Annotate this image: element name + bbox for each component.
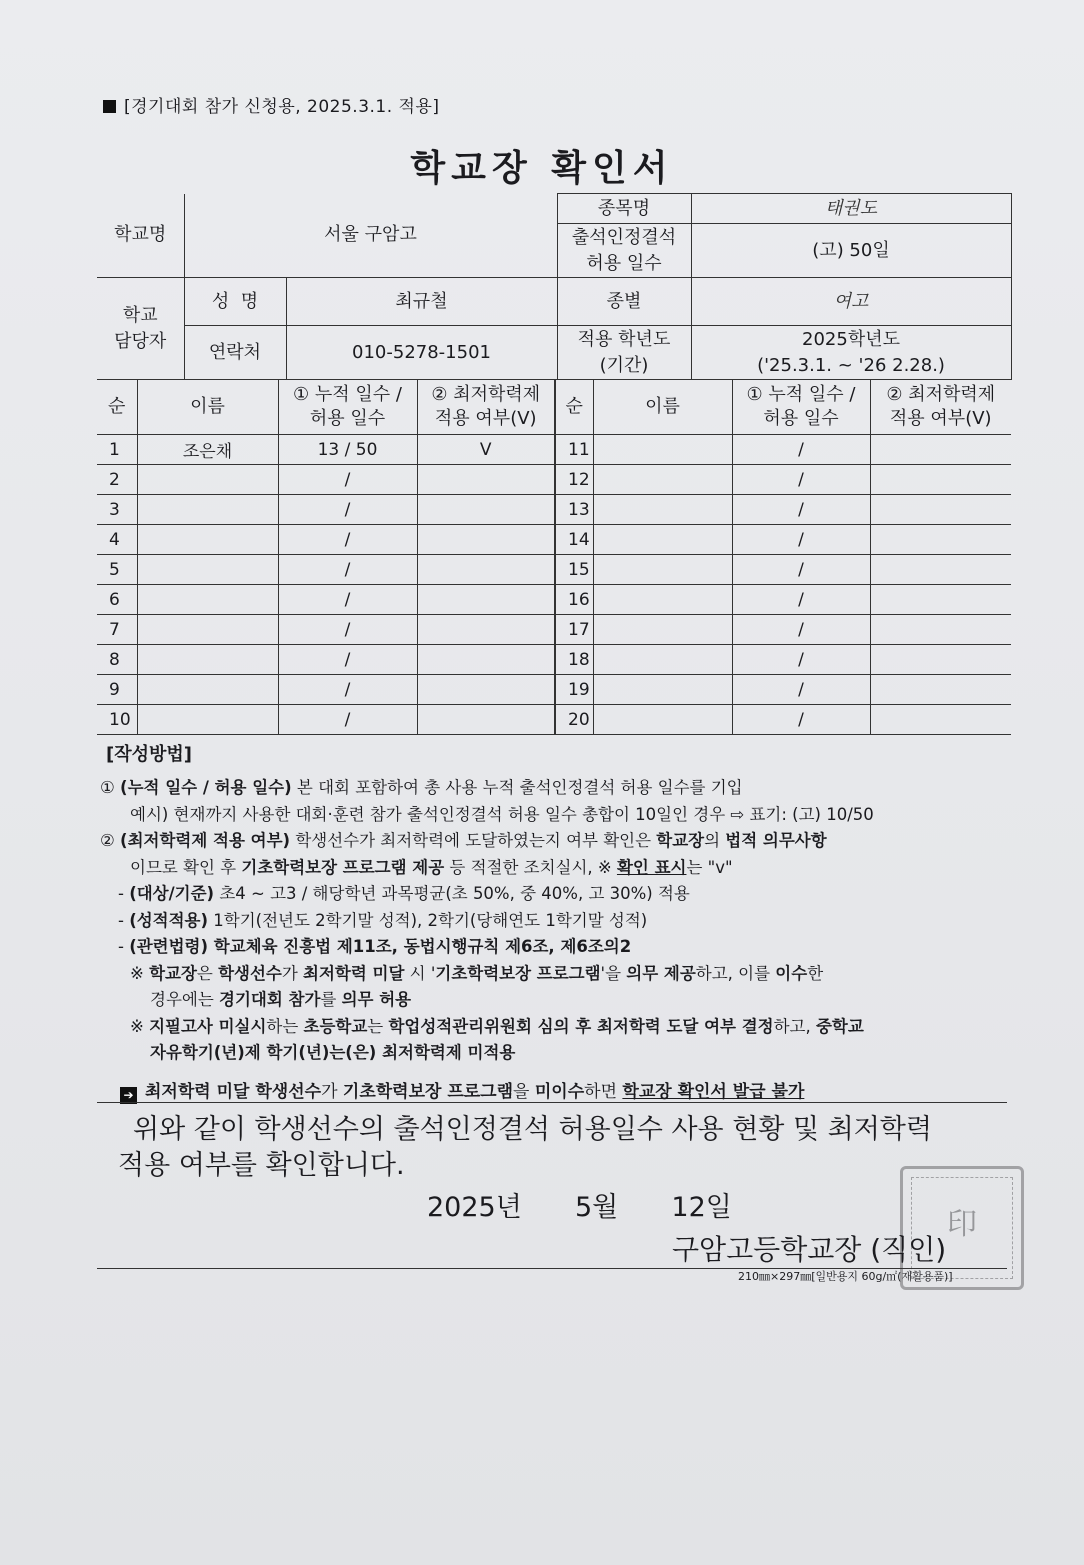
divider	[97, 1102, 1007, 1103]
header-days-right	[732, 380, 870, 435]
note-mark: ※	[130, 963, 150, 983]
student-name	[593, 465, 732, 495]
header-days-line1: ① 누적 일수 /	[746, 384, 856, 405]
text-span: 을	[513, 1082, 535, 1102]
method-instructions	[100, 775, 1020, 1067]
row-number: 7	[97, 615, 137, 645]
student-name	[137, 675, 278, 705]
sport-value: 태권도	[691, 194, 1011, 224]
method-line-1	[100, 775, 1020, 802]
days-used: /	[278, 525, 417, 555]
sport-label: 종목명	[557, 194, 691, 224]
student-name	[137, 705, 278, 735]
seal-glyph: 印	[947, 1207, 977, 1242]
info-table	[97, 193, 1012, 380]
student-name: 조은채	[137, 435, 278, 465]
text-span: 1학기(전년도 2학기말 성적), 2학기(당해연도 1학기말 성적)	[208, 910, 648, 930]
min-academic-check	[417, 525, 555, 555]
table-row	[97, 435, 1011, 465]
row-number: 10	[97, 705, 137, 735]
header-name-left: 이름	[137, 380, 278, 435]
header-days-line2: 허용 일수	[763, 408, 839, 429]
min-academic-check	[870, 615, 1011, 645]
student-name	[137, 495, 278, 525]
name-value: 최규철	[286, 278, 557, 326]
bold-term: (관련법령) 학교체육 진흥법 제11조, 동법시행규칙 제6조, 제6조의2	[129, 937, 632, 956]
row-number: 13	[555, 495, 593, 525]
row-number: 16	[555, 585, 593, 615]
days-used: /	[732, 585, 870, 615]
student-name	[593, 675, 732, 705]
paper-spec: 210㎜×297㎜[일반용지 60g/㎡(재활용품)]	[738, 1270, 953, 1283]
student-name	[137, 555, 278, 585]
bold-term: (누적 일수 / 허용 일수)	[120, 778, 292, 797]
student-name	[593, 495, 732, 525]
student-table	[97, 379, 1011, 735]
days-used: /	[278, 555, 417, 585]
text-span: '을	[600, 963, 627, 983]
min-academic-check	[417, 465, 555, 495]
gender-value: 여고	[691, 278, 1011, 326]
bold-term: 의무 허용	[341, 990, 412, 1009]
text-span: 하고,	[773, 1016, 816, 1036]
text-span: 의	[704, 831, 726, 850]
text-span: 한	[807, 963, 824, 983]
student-name	[593, 705, 732, 735]
min-academic-check	[870, 435, 1011, 465]
method-line-10	[100, 1014, 1020, 1041]
table-header-row	[97, 380, 1011, 435]
days-used: /	[732, 495, 870, 525]
student-name	[593, 615, 732, 645]
text-span: 초4 ~ 고3 / 해당학년 과목평균(초 50%, 중 40%, 고 30%) 적용	[214, 884, 690, 903]
bold-term: 경기대회 참가	[219, 990, 321, 1009]
bold-term: 학교장 확인서 발급 불가	[622, 1082, 805, 1102]
bold-term: 의무 제공	[626, 963, 696, 983]
min-academic-check	[870, 705, 1011, 735]
arrow-box-icon: ➔	[120, 1087, 137, 1104]
square-bullet-icon	[103, 100, 116, 113]
method-line-2: 예시) 현재까지 사용한 대회·훈련 참가 출석인정결석 허용 일수 총합이 10일인 경우 ⇨ 표기: (고) 10/50	[130, 804, 874, 824]
absence-value: (고) 50일	[691, 224, 1011, 278]
row-number: 19	[555, 675, 593, 705]
min-academic-check	[870, 555, 1011, 585]
text-span: 하는	[266, 1016, 304, 1036]
school-name: 서울 구암고	[184, 194, 557, 278]
table-row	[97, 465, 1011, 495]
header-check-line2: 적용 여부(V)	[434, 408, 537, 429]
table-row	[97, 645, 1011, 675]
header-no-right: 순	[555, 380, 593, 435]
bold-term: 학업성적관리위원회 심의 후 최저학력 도달 여부 결정	[388, 1016, 774, 1036]
days-used: /	[278, 615, 417, 645]
row-number: 6	[97, 585, 137, 615]
bold-term: (성적적용)	[129, 910, 209, 930]
min-academic-check	[417, 555, 555, 585]
student-name	[593, 435, 732, 465]
year-label-line2: (기간)	[599, 354, 649, 376]
name-label: 성 명	[184, 278, 286, 326]
header-check-left	[417, 380, 555, 435]
student-name	[593, 585, 732, 615]
bold-term: 기초학력보장 프로그램 제공	[241, 857, 445, 877]
row-number: 12	[555, 465, 593, 495]
circled-two: ②	[100, 831, 121, 850]
bold-term: 학교장	[149, 963, 197, 983]
form-usage-note	[103, 92, 440, 117]
contact-value: 010-5278-1501	[286, 326, 557, 380]
table-row	[97, 525, 1011, 555]
row-number: 8	[97, 645, 137, 675]
text-span: 은	[196, 963, 219, 983]
absence-label-line1: 출석인정결석	[571, 226, 677, 248]
bold-term: 최저학력 미달 학생선수	[145, 1082, 322, 1102]
bold-term: 학생선수	[218, 963, 282, 983]
table-row	[97, 585, 1011, 615]
text-span: 하면	[584, 1082, 623, 1102]
header-days-line1: ① 누적 일수 /	[293, 384, 402, 405]
min-academic-check	[417, 675, 555, 705]
method-line-6	[100, 908, 1020, 935]
min-academic-check	[870, 645, 1011, 675]
gender-label: 종별	[557, 278, 691, 326]
header-days-left	[278, 380, 417, 435]
text-span: 시 '	[404, 963, 436, 983]
method-title: [작성방법]	[106, 744, 193, 765]
table-row	[97, 495, 1011, 525]
table-row	[97, 705, 1011, 735]
staff-label-line1: 학교	[122, 304, 158, 326]
bold-term: 기초학력보장 프로그램	[342, 1082, 514, 1102]
header-no-left: 순	[97, 380, 137, 435]
min-academic-check	[870, 675, 1011, 705]
row-number: 14	[555, 525, 593, 555]
school-label: 학교명	[97, 194, 184, 278]
days-used: /	[278, 675, 417, 705]
year-label	[557, 326, 691, 380]
row-number: 17	[555, 615, 593, 645]
text-span: 이므로 확인 후	[130, 857, 242, 877]
header-check-line1: ② 최저학력제	[886, 384, 996, 405]
year-value-line2: ('25.3.1. ~ '26 2.28.)	[757, 354, 945, 376]
text-span: 하고, 이를	[695, 963, 776, 983]
staff-label	[97, 278, 184, 380]
bold-term: 법적 의무사항	[725, 831, 827, 850]
method-line-7	[100, 934, 1020, 961]
bold-term: 학교장	[656, 831, 705, 850]
days-used: /	[278, 705, 417, 735]
statement-line-1: 위와 같이 학생선수의 출석인정결석 허용일수 사용 현황 및 최저학력	[133, 1114, 932, 1145]
dash: -	[118, 884, 130, 903]
student-name	[593, 555, 732, 585]
days-used: /	[732, 645, 870, 675]
bold-term: (대상/기준)	[129, 884, 215, 903]
min-academic-check	[870, 525, 1011, 555]
table-row	[97, 675, 1011, 705]
bold-term: 확인 표시	[616, 857, 687, 877]
min-academic-check	[417, 615, 555, 645]
days-used: /	[732, 465, 870, 495]
min-academic-check	[417, 705, 555, 735]
text-span: 는 "v"	[686, 857, 733, 877]
table-row	[97, 555, 1011, 585]
text-span: 는	[367, 1016, 389, 1036]
bold-term: (최저학력제 적용 여부)	[120, 831, 291, 850]
year-label-line1: 적용 학년도	[577, 328, 671, 350]
row-number: 9	[97, 675, 137, 705]
row-number: 20	[555, 705, 593, 735]
student-name	[137, 525, 278, 555]
table-row	[97, 615, 1011, 645]
principal-signature: 구암고등학교장 (직인)	[672, 1233, 947, 1266]
contact-label: 연락처	[184, 326, 286, 380]
min-academic-check	[870, 465, 1011, 495]
min-academic-check	[417, 585, 555, 615]
method-line-9	[100, 987, 1020, 1014]
student-name	[137, 585, 278, 615]
header-check-right	[870, 380, 1011, 435]
year-value-line1: 2025학년도	[802, 328, 900, 350]
days-used: /	[278, 645, 417, 675]
bold-term: 기초학력보장 프로그램	[435, 963, 601, 983]
row-number: 4	[97, 525, 137, 555]
student-name	[137, 645, 278, 675]
row-number: 18	[555, 645, 593, 675]
document-title: 학교장 확인서	[410, 148, 674, 189]
text-span: 를	[320, 990, 342, 1009]
bold-term: 최저학력 미달	[303, 963, 405, 983]
absence-label-line2: 허용 일수	[586, 252, 662, 274]
bold-term: 미이수	[534, 1082, 585, 1102]
student-name	[593, 645, 732, 675]
header-days-line2: 허용 일수	[309, 408, 386, 429]
circled-one: ①	[100, 778, 121, 797]
days-used: /	[278, 585, 417, 615]
header-name-right: 이름	[593, 380, 732, 435]
text-span: 가	[321, 1082, 343, 1102]
days-used: 13 / 50	[278, 435, 417, 465]
student-name	[137, 615, 278, 645]
text-span: 본 대회 포함하여 총 사용 누적 출석인정결석 허용 일수를 기입	[291, 778, 743, 797]
min-academic-check	[417, 495, 555, 525]
confirmation-statement	[118, 1112, 1018, 1184]
header-check-line1: ② 최저학력제	[431, 384, 541, 405]
method-line-5	[100, 881, 1020, 908]
bold-term: 중학교	[815, 1016, 864, 1036]
method-line-8	[100, 961, 1020, 988]
row-number: 1	[97, 435, 137, 465]
dash: -	[118, 937, 130, 956]
days-used: /	[278, 465, 417, 495]
dash: -	[118, 910, 130, 930]
method-line-3	[100, 828, 1020, 855]
days-used: /	[732, 675, 870, 705]
bold-term: 지필고사 미실시	[149, 1016, 267, 1036]
statement-line-2: 적용 여부를 확인합니다.	[118, 1150, 405, 1181]
row-number: 5	[97, 555, 137, 585]
student-table-body	[97, 380, 1011, 735]
method-line-11	[100, 1040, 1020, 1067]
text-span: 등 적절한 조치실시, ※	[444, 857, 617, 877]
issue-date: 2025년 5월 12일	[427, 1192, 732, 1223]
method-line-4	[100, 855, 1020, 882]
min-academic-check: V	[417, 435, 555, 465]
min-academic-check	[870, 495, 1011, 525]
text-span: 학생선수가 최저학력에 도달하였는지 여부 확인은	[290, 831, 657, 850]
text-span: 가	[281, 963, 304, 983]
min-academic-check	[870, 585, 1011, 615]
absence-label	[557, 224, 691, 278]
bold-term: 이수	[775, 963, 808, 983]
year-value	[691, 326, 1011, 380]
bold-term: 초등학교	[303, 1016, 368, 1036]
form-usage-note-text: [경기대회 참가 신청용, 2025.3.1. 적용]	[124, 97, 440, 117]
days-used: /	[732, 555, 870, 585]
row-number: 11	[555, 435, 593, 465]
bold-term: 자유학기(년)제 학기(년)는(은) 최저학력제 미적용	[150, 1043, 516, 1062]
min-academic-check	[417, 645, 555, 675]
student-name	[593, 525, 732, 555]
row-number: 3	[97, 495, 137, 525]
text-span: 경우에는	[150, 990, 220, 1009]
days-used: /	[278, 495, 417, 525]
row-number: 15	[555, 555, 593, 585]
header-check-line2: 적용 여부(V)	[889, 408, 992, 429]
issuance-warning	[120, 1077, 804, 1104]
days-used: /	[732, 435, 870, 465]
student-name	[137, 465, 278, 495]
note-mark: ※	[130, 1016, 150, 1036]
row-number: 2	[97, 465, 137, 495]
staff-label-line2: 담당자	[114, 330, 167, 352]
days-used: /	[732, 705, 870, 735]
days-used: /	[732, 525, 870, 555]
days-used: /	[732, 615, 870, 645]
